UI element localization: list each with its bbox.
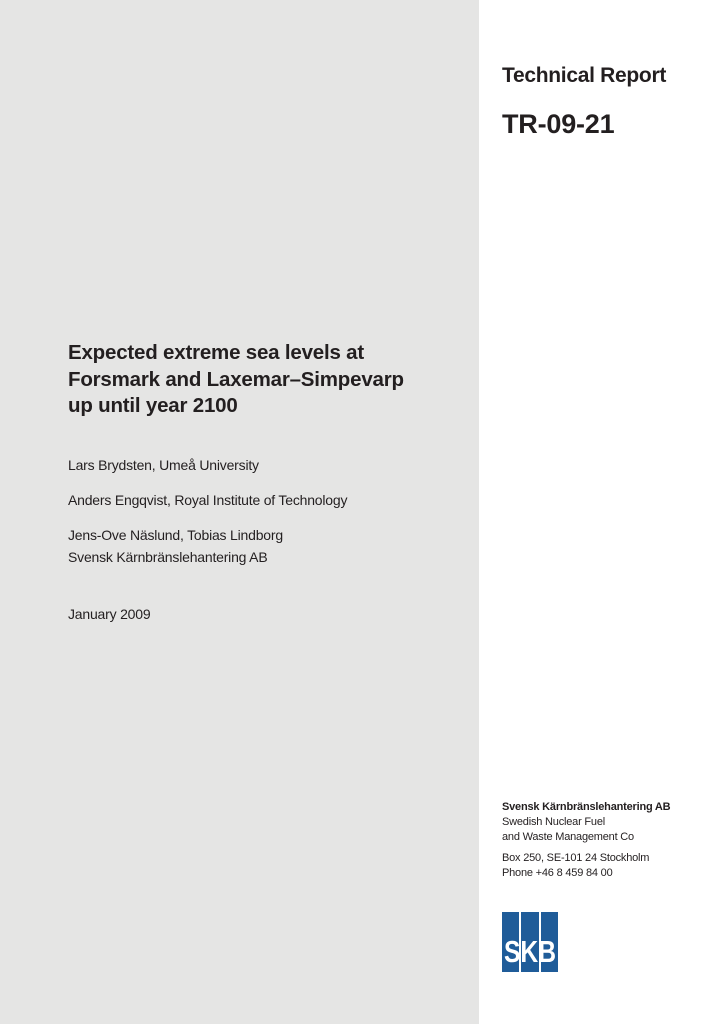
publisher-english-name: and Waste Management Co xyxy=(502,831,634,843)
skb-logo xyxy=(502,912,558,972)
author-line: Anders Engqvist, Royal Institute of Technology xyxy=(68,492,348,508)
title-line: up until year 2100 xyxy=(68,394,238,417)
author-affiliation: Svensk Kärnbränslehantering AB xyxy=(68,549,268,565)
report-title xyxy=(68,340,468,420)
title-line: Expected extreme sea levels at xyxy=(68,341,364,364)
publisher-name: Svensk Kärnbränslehantering AB xyxy=(502,801,671,813)
publisher-address: Box 250, SE-101 24 Stockholm xyxy=(502,852,650,864)
title-line: Forsmark and Laxemar–Simpevarp xyxy=(68,367,404,391)
logo-text: SKB xyxy=(504,934,556,969)
author-line: Jens-Ove Näslund, Tobias Lindborg xyxy=(68,527,283,543)
publication-date: January 2009 xyxy=(68,606,151,622)
author-line: Lars Brydsten, Umeå University xyxy=(68,457,259,473)
publisher-phone: Phone +46 8 459 84 00 xyxy=(502,867,613,879)
report-number: TR-09-21 xyxy=(502,109,615,139)
publisher-english-name: Swedish Nuclear Fuel xyxy=(502,816,605,828)
report-type: Technical Report xyxy=(502,64,667,87)
publisher-block xyxy=(502,800,670,881)
